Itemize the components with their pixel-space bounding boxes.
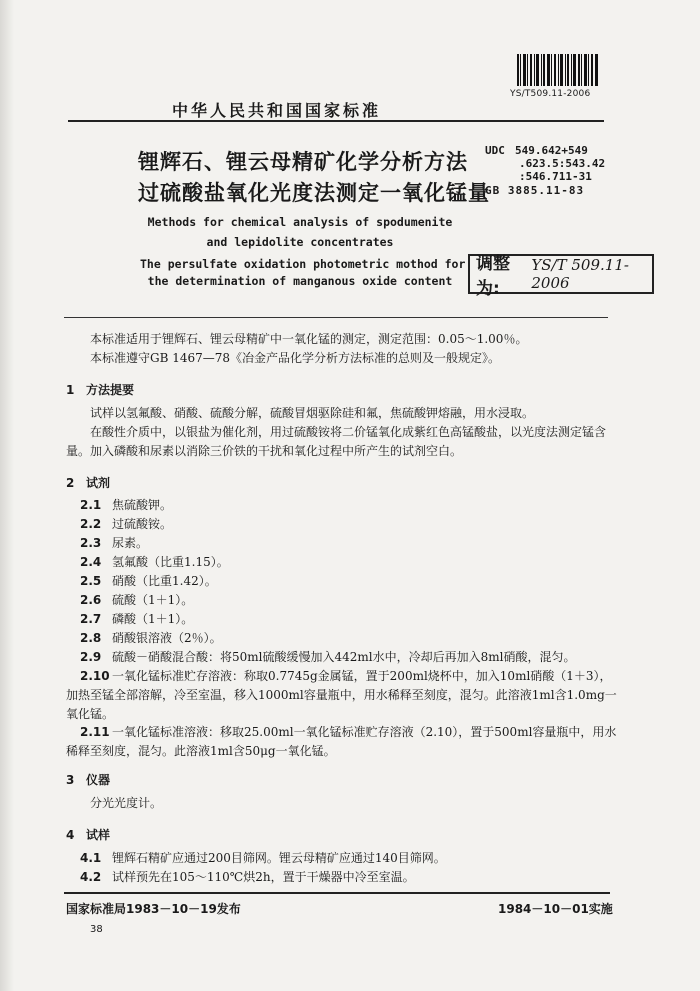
reagent-item: 2.1 焦硫酸钾。 (80, 498, 173, 512)
reagent-item: 2.5 硝酸（比重1.42）。 (80, 574, 217, 588)
barcode (515, 52, 600, 88)
reagent-item: 2.9 硫酸－硝酸混合酸：将50ml硫酸缓慢加入442ml水中，冷却后再加入8ml硝酸，混匀。 (80, 650, 576, 664)
reagent-item: 2.11 一氧化锰标准溶液：移取25.00ml一氧化锰标准贮存溶液（2.10），置于500ml容量瓶中，用水稀释至刻度，混匀。此溶液1ml含50μg一氧化锰。 (66, 725, 617, 758)
section-4-title: 试样 (86, 828, 111, 842)
reagent-item: 2.8 硝酸银溶液（2％）。 (80, 631, 222, 645)
section-1-number: 1 (66, 383, 75, 397)
adjustment-stamp (468, 254, 654, 299)
header-divider (68, 120, 604, 122)
sample-item: 4.1 锂辉石精矿应通过200目筛网。锂云母精矿应通过140目筛网。 (80, 851, 446, 865)
section-1-paragraph-1: 试样以氢氟酸、硝酸、硫酸分解，硫酸冒烟驱除硅和氟，焦硫酸钾熔融，用水浸取。 (90, 406, 535, 420)
section-2-title: 试剂 (86, 476, 111, 490)
section-1-heading (66, 381, 134, 398)
footer-divider (64, 892, 610, 894)
title-en-line2: and lepidolite concentrates (206, 235, 394, 249)
stamp-label: 调整为: (476, 254, 510, 299)
section-3-paragraph-1: 分光光度计。 (90, 796, 163, 810)
reagent-item: 2.10 一氧化锰标准贮存溶液：称取0.7745g金属锰，置于200ml烧杯中，加入10ml硝酸（1＋3），加热至锰全部溶解，冷至室温，移入1000ml容量瓶中，用水稀释至刻度，混匀。此溶液1ml含1.0mg一氧化锰。 (66, 669, 617, 721)
reagent-item: 2.4 氢氟酸（比重1.15）。 (80, 555, 229, 569)
intro-paragraph-1: 本标准适用于锂辉石、锂云母精矿中一氧化锰的测定，测定范围：0.05～1.00％。 (90, 332, 528, 346)
section-1-title: 方法提要 (86, 383, 135, 397)
section-2-heading (66, 474, 110, 491)
stamp-handwriting: YS/T 509.11-2006 (531, 256, 629, 292)
title-cn-line1: 锂辉石、锂云母精矿化学分析方法 (138, 150, 468, 174)
title-en-line1: Methods for chemical analysis of spodumenite (147, 215, 453, 229)
national-standard-heading: 中华人民共和国国家标准 (172, 101, 382, 120)
title-en-line4: the determination of manganous oxide content (147, 274, 453, 288)
reagent-item: 2.6 硫酸（1＋1）。 (80, 593, 194, 607)
udc-label: UDC (485, 144, 505, 157)
section-3-number: 3 (66, 773, 75, 787)
effective-date: 1984－10－01实施 (498, 902, 613, 916)
page-number: 38 (90, 924, 103, 935)
udc-line3: :546.711-31 (519, 170, 592, 183)
gb-code: GB 3885.11-83 (485, 184, 585, 197)
section-1-paragraph-2: 在酸性介质中，以银盐为催化剂，用过硫酸铵将二价锰氧化成紫红色高锰酸盐，以光度法测定锰含量。加入磷酸和尿素以消除三价铁的干扰和氧化过程中所产生的试剂空白。 (66, 425, 607, 458)
udc-line1: 549.642+549 (515, 144, 588, 157)
issue-date: 国家标准局1983－10－19发布 (66, 902, 241, 916)
intro-paragraph-2: 本标准遵守GB 1467—78《冶金产品化学分析方法标准的总则及一般规定》。 (90, 351, 501, 365)
reagent-item: 2.7 磷酸（1＋1）。 (80, 612, 194, 626)
section-4-number: 4 (66, 828, 75, 842)
udc-line2: .623.5:543.42 (519, 157, 606, 170)
section-4-heading (66, 826, 110, 843)
page-shadow-edge (0, 0, 14, 991)
title-cn-line2: 过硫酸盐氧化光度法测定一氧化锰量 (138, 181, 490, 205)
reagent-item: 2.3 尿素。 (80, 536, 149, 550)
section-2-number: 2 (66, 476, 75, 490)
title-en-line3: The persulfate oxidation photometric mothod for (140, 257, 466, 271)
section-3-title: 仪器 (86, 773, 111, 787)
reagent-item: 2.2 过硫酸铵。 (80, 517, 173, 531)
udc-classification (485, 144, 605, 183)
sample-item: 4.2 试样预先在105～110℃烘2h，置于干燥器中冷至室温。 (80, 870, 415, 884)
barcode-text: YS/T509.11-2006 (510, 89, 591, 99)
title-divider (64, 317, 608, 318)
section-3-heading (66, 771, 110, 788)
